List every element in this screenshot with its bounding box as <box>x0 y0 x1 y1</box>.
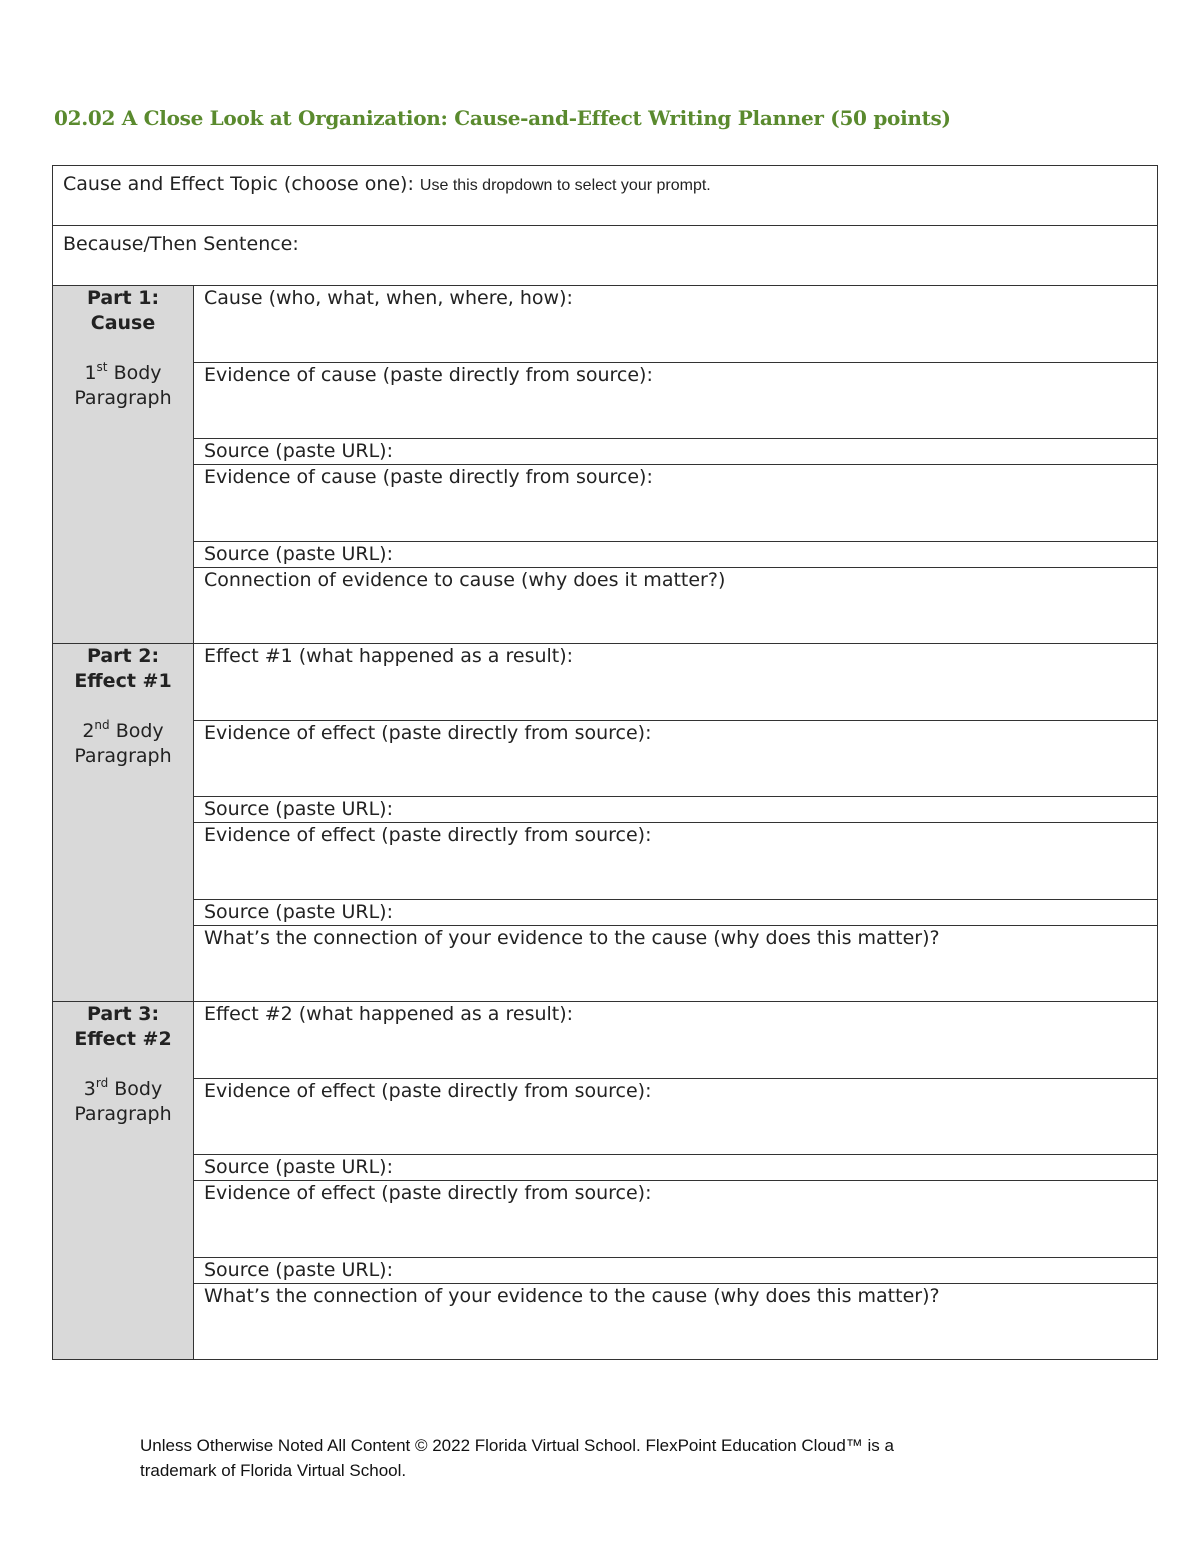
part1-evidence-field-2[interactable]: Evidence of cause (paste directly from source): <box>194 465 1158 542</box>
part2-body-paragraph: 2nd Body Paragraph <box>74 718 172 767</box>
part2-evidence-field-1[interactable]: Evidence of effect (paste directly from source): <box>194 721 1158 797</box>
because-cell[interactable] <box>53 226 1158 286</box>
part1-row-2 <box>53 363 1158 439</box>
part2-title-line2: Effect #1 <box>74 670 172 692</box>
part1-title-line2: Cause <box>90 312 156 334</box>
part2-title-line1: Part 2: <box>86 645 160 667</box>
part1-connection-field[interactable]: Connection of evidence to cause (why does it matter?) <box>194 568 1158 644</box>
part3-row-1 <box>53 1002 1158 1079</box>
part2-row-3 <box>53 797 1158 823</box>
part2-row-1 <box>53 644 1158 721</box>
document-title: 02.02 A Close Look at Organization: Cause-and-Effect Writing Planner (50 points) <box>54 106 951 130</box>
part3-source-field-1[interactable]: Source (paste URL): <box>194 1155 1158 1181</box>
part1-body-paragraph: 1st Body Paragraph <box>74 360 172 409</box>
part1-side-label <box>53 286 194 644</box>
because-label: Because/Then Sentence: <box>63 233 299 255</box>
part1-cause-field[interactable]: Cause (who, what, when, where, how): <box>194 286 1158 363</box>
part3-row-2 <box>53 1079 1158 1155</box>
part3-connection-field[interactable]: What’s the connection of your evidence to the cause (why does this matter)? <box>194 1284 1158 1360</box>
planner-table <box>52 165 1158 1360</box>
part3-row-3 <box>53 1155 1158 1181</box>
part2-row-2 <box>53 721 1158 797</box>
part3-title-line1: Part 3: <box>86 1003 160 1025</box>
part1-row-1 <box>53 286 1158 363</box>
part1-row-4 <box>53 465 1158 542</box>
part2-row-5 <box>53 900 1158 926</box>
topic-dropdown[interactable]: Use this dropdown to select your prompt. <box>419 177 711 194</box>
part2-connection-field[interactable]: What’s the connection of your evidence to the cause (why does this matter)? <box>194 926 1158 1002</box>
part1-source-field-2[interactable]: Source (paste URL): <box>194 542 1158 568</box>
part1-title-line1: Part 1: <box>86 287 160 309</box>
part3-body-paragraph: 3rd Body Paragraph <box>74 1076 172 1125</box>
part2-row-6 <box>53 926 1158 1002</box>
part2-evidence-field-2[interactable]: Evidence of effect (paste directly from source): <box>194 823 1158 900</box>
part1-evidence-field-1[interactable]: Evidence of cause (paste directly from source): <box>194 363 1158 439</box>
part3-effect-field[interactable]: Effect #2 (what happened as a result): <box>194 1002 1158 1079</box>
part3-row-6 <box>53 1284 1158 1360</box>
part1-row-5 <box>53 542 1158 568</box>
part3-side-label <box>53 1002 194 1360</box>
topic-cell[interactable] <box>53 166 1158 226</box>
part2-source-field-1[interactable]: Source (paste URL): <box>194 797 1158 823</box>
part3-evidence-field-2[interactable]: Evidence of effect (paste directly from source): <box>194 1181 1158 1258</box>
part2-side-label <box>53 644 194 1002</box>
topic-label: Cause and Effect Topic (choose one): <box>63 173 414 195</box>
topic-row <box>53 166 1158 226</box>
part3-title-line2: Effect #2 <box>74 1028 172 1050</box>
part3-row-5 <box>53 1258 1158 1284</box>
because-row <box>53 226 1158 286</box>
footer-copyright <box>140 1433 1040 1483</box>
part1-row-6 <box>53 568 1158 644</box>
part2-effect-field[interactable]: Effect #1 (what happened as a result): <box>194 644 1158 721</box>
part3-source-field-2[interactable]: Source (paste URL): <box>194 1258 1158 1284</box>
part2-source-field-2[interactable]: Source (paste URL): <box>194 900 1158 926</box>
footer-line-1: Unless Otherwise Noted All Content © 2022 Florida Virtual School. FlexPoint Education Cloud™ is a <box>140 1436 894 1455</box>
part3-evidence-field-1[interactable]: Evidence of effect (paste directly from source): <box>194 1079 1158 1155</box>
part1-row-3 <box>53 439 1158 465</box>
part3-row-4 <box>53 1181 1158 1258</box>
part1-source-field-1[interactable]: Source (paste URL): <box>194 439 1158 465</box>
footer-line-2: trademark of Florida Virtual School. <box>140 1461 407 1480</box>
part2-row-4 <box>53 823 1158 900</box>
